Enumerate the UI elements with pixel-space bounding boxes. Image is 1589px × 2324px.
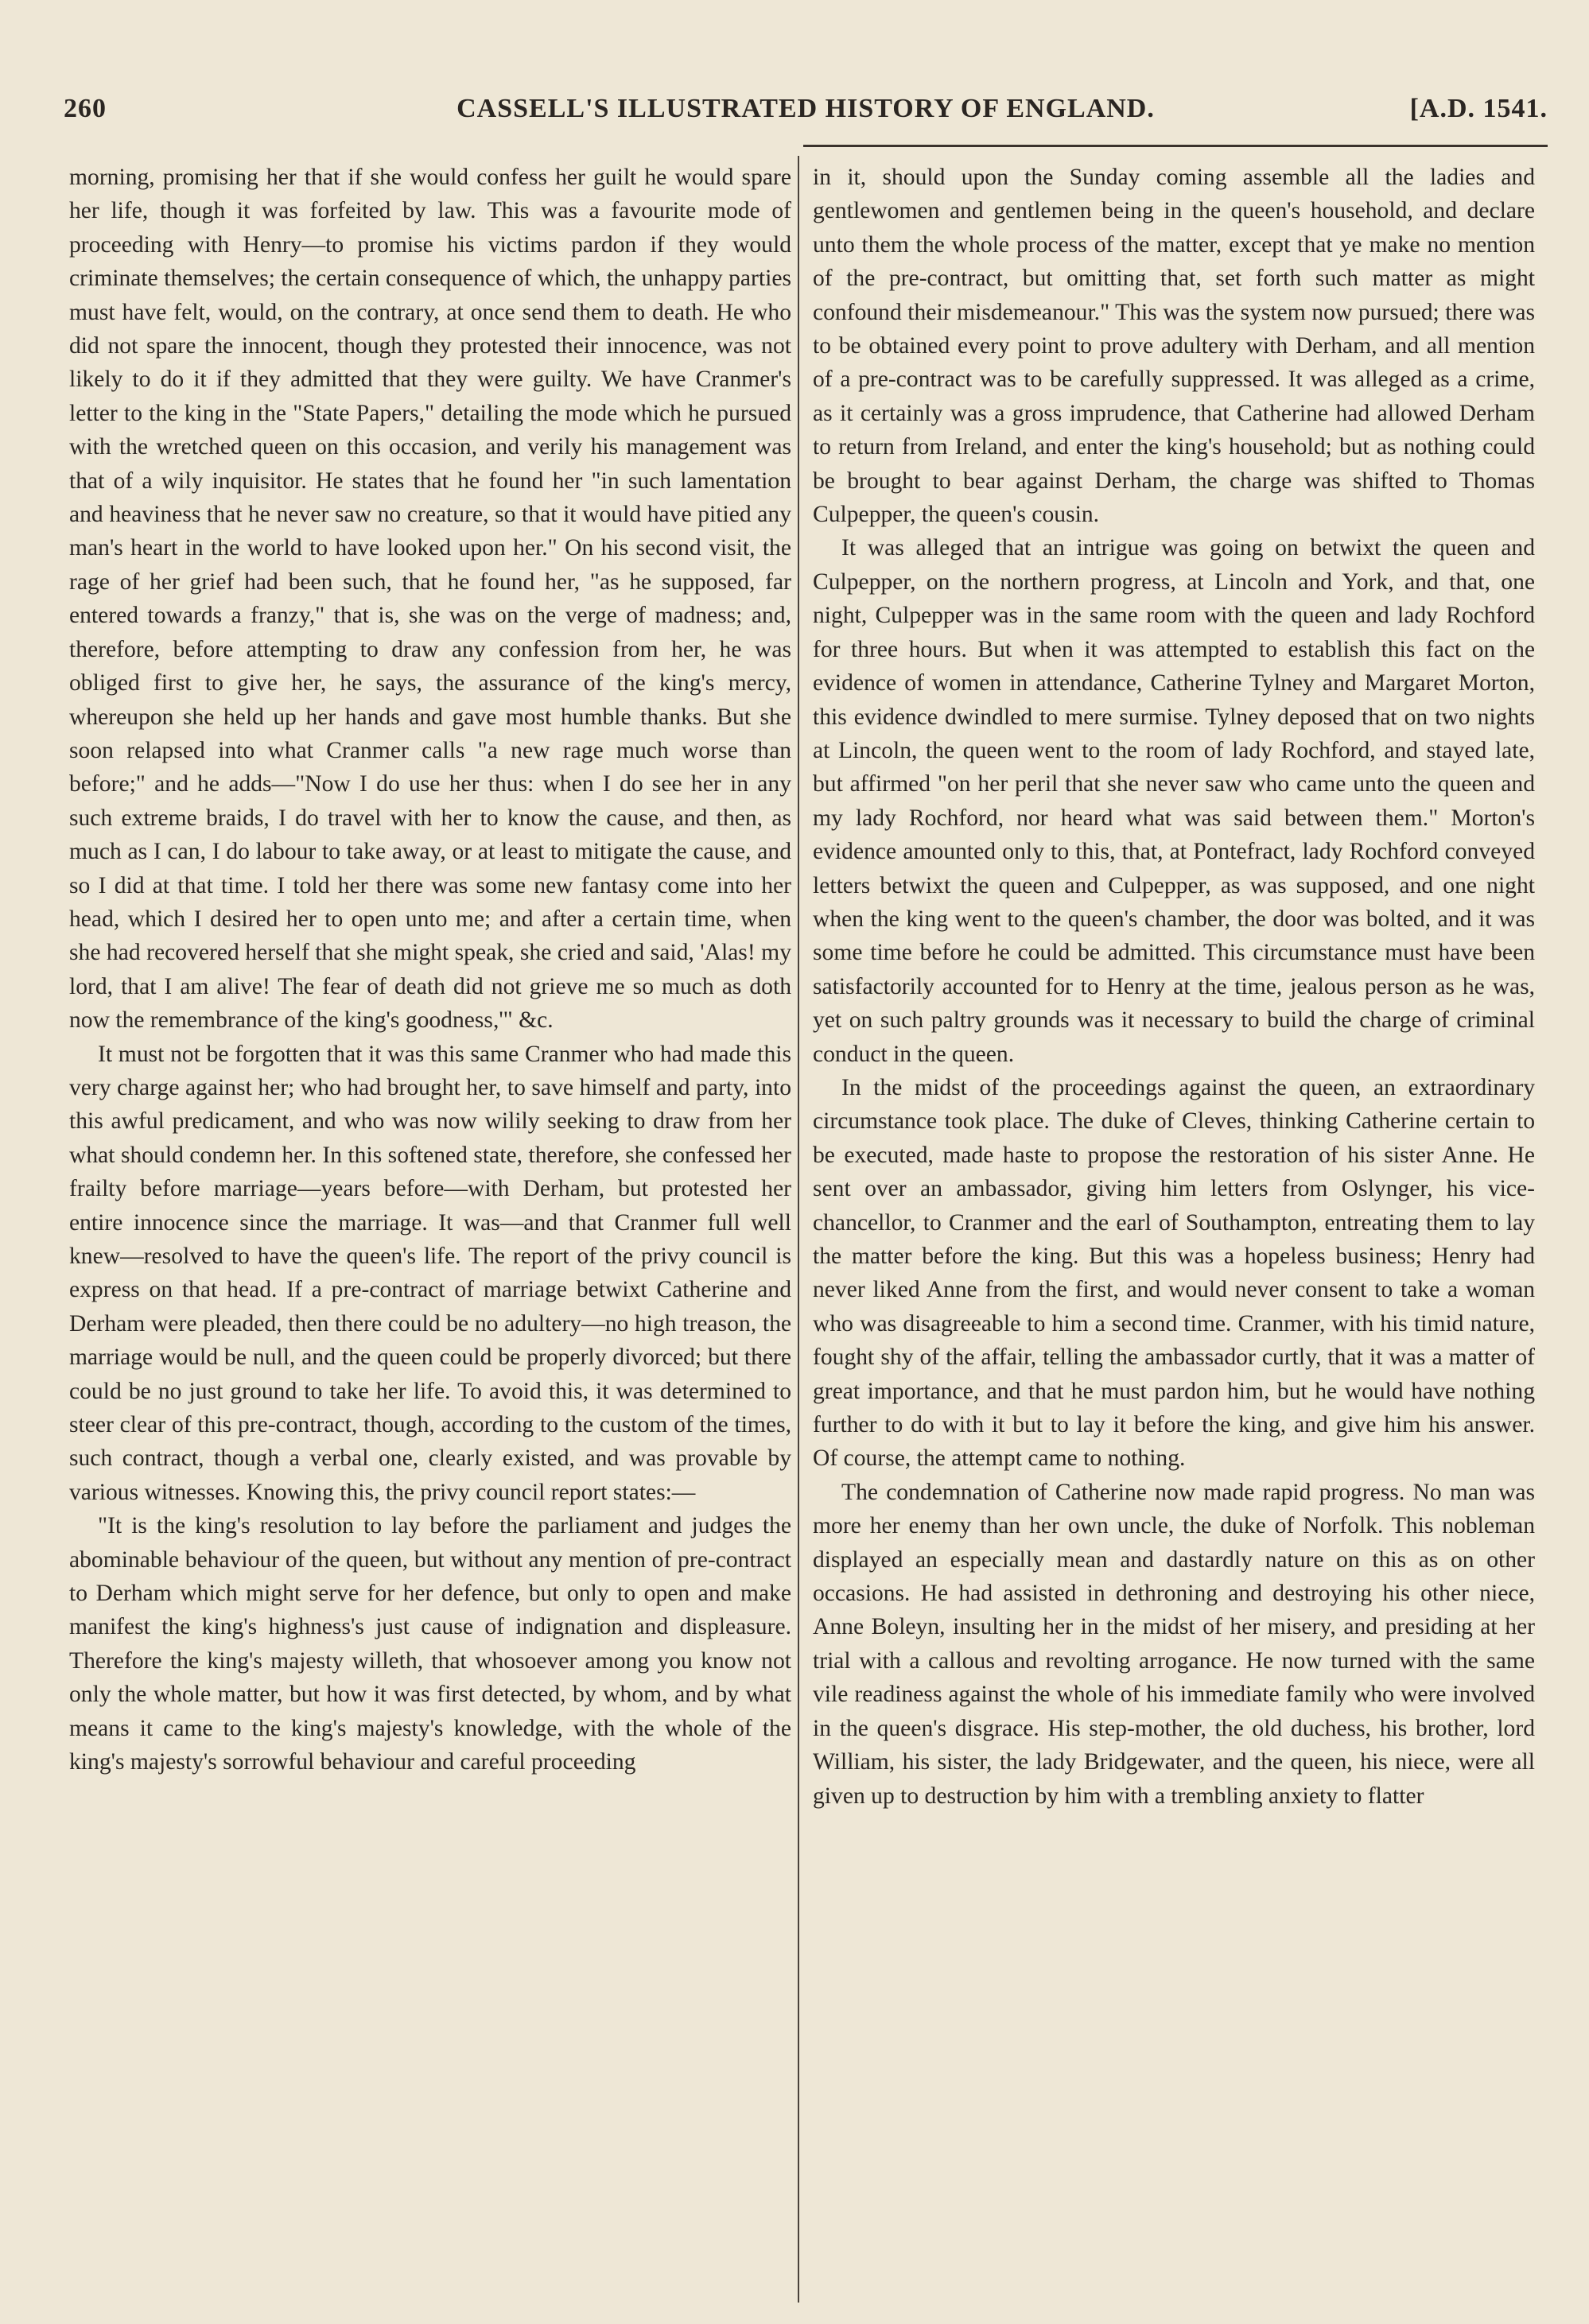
paragraph: It was alleged that an intrigue was going on betwixt the queen and Culpepper, on the northern progress, at Lincoln and York, and that, one night, Culpepper was in the same room with the queen and lady Rochford for three hours. But when it was attempted to establish this fact on the evidence of women in attendance, Catherine Tylney and Margaret Morton, this evidence dwindled to mere surmise. Tylney deposed that on two nights at Lincoln, the queen went to the room of lady Rochford, and stayed late, but affirmed "on her peril that she never saw who came unto the queen and my lady Rochford, nor heard what was said between them." Morton's evidence amounted only to this, that, at Pontefract, lady Rochford conveyed letters betwixt the queen and Culpepper, as was supposed, and one night when the king went to the queen's chamber, the door was bolted, and it was some time before he could be admitted. This circumstance must have been satisfactorily accounted for to Henry at the time, jealous person as he was, yet on such paltry grounds was it necessary to build the charge of criminal conduct in the queen. [813,535,1535,1067]
quoted-paragraph: "It is the king's resolution to lay before the parliament and judges the abominable behaviour of the queen, but without any mention of pre-contract to Derham which might serve for her defence, but only to open and make manifest the king's highness's just cause of indignation and displeasure. Therefore the king's majesty willeth, that whosoever among you know not only the whole matter, but how it was first detected, by whom, and by what means it came to the king's majesty's knowledge, with the whole of the king's majesty's sorrowful behaviour and careful proceeding [69,1513,791,1775]
date-marker: [A.D. 1541. [1409,94,1548,123]
column-divider [798,156,799,2303]
running-title: CASSELL'S ILLUSTRATED HISTORY OF ENGLAND. [456,94,1155,123]
paragraph: In the midst of the proceedings against the queen, an extraordinary circumstance took place. The duke of Cleves, thinking Catherine certain to be executed, made haste to propose the restoration of his sister Anne. He sent over an ambassador, giving him letters from Oslynger, his vice-chancellor, to Cranmer and the earl of Southampton, entreating them to lay the matter before the king. But this was a hopeless business; Henry had never liked Anne from the first, and would never consent to take a woman who was disagreeable to him a second time. Cranmer, with his timid nature, fought shy of the affair, telling the ambassador curtly, that it was a matter of great importance, and that he must pardon him, but he would have nothing further to do with it but to lay it before the king, and give him his answer. Of course, the attempt came to nothing. [813,1074,1535,1472]
paragraph: morning, promising her that if she would confess her guilt he would spare her life, though it was forfeited by law. This was a favourite mode of proceeding with Henry—to promise his victims pardon if they would criminate themselves; the certain consequence of which, the unhappy parties must have felt, would, on the contrary, at once send them to death. He who did not spare the innocent, though they protested their innocence, was not likely to do it if they admitted that they were guilty. We have Cranmer's letter to the king in the "State Papers," detailing the mode which he pursued with the wretched queen on this occasion, and verily his management was that of a wily inquisitor. He states that he found her "in such lamentation and heaviness that he never saw no creature, so that it would have pitied any man's heart in the world to have looked upon her." On his second visit, the rage of her grief had been such, that he found her, "as he supposed, far entered towards a franzy," that is, she was on the verge of madness; and, therefore, before attempting to draw any confession from her, he was obliged first to give her, he says, the assurance of the king's mercy, whereupon she held up her hands and gave most humble thanks. But she soon relapsed into what Cranmer calls "a new rage much worse than before;" and he adds—"Now I do use her thus: when I do see her in any such extreme braids, I do travel with her to know the cause, and then, as much as I can, I do labour to take away, or at least to mitigate the cause, and so I did at that time. I told her there was some new fantasy come into her head, which I desired her to open unto me; and after a certain time, when she had recovered herself that she might speak, she cried and said, 'Alas! my lord, that I am alive! The fear of death did not grieve me so much as doth now the remembrance of the king's goodness,'" &c. [69,165,791,1034]
paragraph: It must not be forgotten that it was this same Cranmer who had made this very charge against her; who had brought her, to save himself and party, into this awful predicament, and who was now wilily seeking to draw from her what should condemn her. In this softened state, therefore, she confessed her frailty before marriage—years before—with Derham, but protested her entire innocence since the marriage. It was—and that Cranmer full well knew—resolved to have the queen's life. The report of the privy council is express on that head. If a pre-contract of marriage betwixt Catherine and Derham were pleaded, then there could be no adultery—no high treason, the marriage would be null, and the queen could be properly divorced; but there could be no just ground to take her life. To avoid this, it was determined to steer clear of this pre-contract, though, according to the custom of the times, such contract, though a verbal one, clearly existed, and was provable by various witnesses. Knowing this, the privy council report states:— [69,1041,791,1505]
page-number: 260 [64,94,107,123]
header-rule [803,145,1548,147]
paragraph: in it, should upon the Sunday coming assemble all the ladies and gentlewomen and gentlemen being in the queen's household, and declare unto them the whole process of the matter, except that ye make no mention of the pre-contract, but omitting that, set forth such matter as might confound their misdemeanour." This was the system now pursued; there was to be obtained every point to prove adultery with Derham, and all mention of a pre-contract was to be carefully suppressed. It was alleged as a crime, as it certainly was a gross imprudence, that Catherine had allowed Derham to return from Ireland, and enter the king's household; but as nothing could be brought to bear against Derham, the charge was shifted to Thomas Culpepper, the queen's cousin. [813,165,1535,528]
paragraph: The condemnation of Catherine now made rapid progress. No man was more her enemy than her own uncle, the duke of Norfolk. This nobleman displayed an especially mean and dastardly nature on this as on other occasions. He had assisted in dethroning and destroying his other niece, Anne Boleyn, insulting her in the midst of her misery, and presiding at her trial with a callous and revolting arrogance. He now turned with the same vile readiness against the whole of his immediate family who were involved in the queen's disgrace. His step-mother, the old duchess, his brother, lord William, his sister, the lady Bridgewater, and the queen, his niece, were all given up to destruction by him with a trembling anxiety to flatter [813,1479,1535,1809]
right-column [813,161,1535,2307]
left-column [69,161,791,2307]
running-header [64,89,1548,137]
